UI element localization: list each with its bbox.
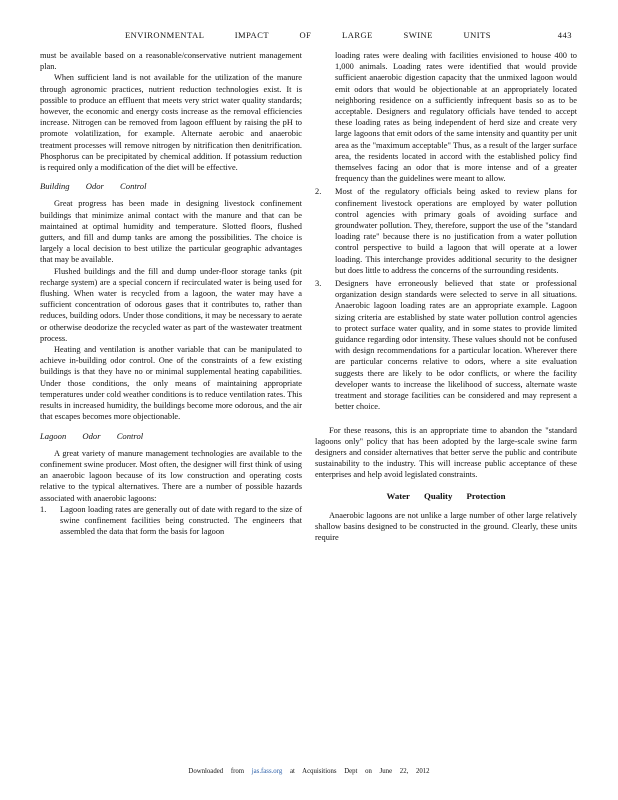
running-title: ENVIRONMENTAL IMPACT OF LARGE SWINE UNITS [124, 30, 492, 40]
hazard-list-continued [315, 50, 577, 413]
list-number: 1. [40, 504, 47, 514]
footer-prefix: Downloaded from [188, 768, 245, 775]
paragraph: Flushed buildings and the fill and dump under-floor storage tanks (pit recharge system) are a special concern if recirculated water is being used for flushing. When water is recycled from a lagoon, the water may have a sufficient concentration of odorous gases that it contributes to, rather than reduces, building odors. Under those conditions, it may be necessary to aerate or otherwise deodorize the recycled water as part of the wastewater treatment process. [40, 266, 302, 343]
paragraph: must be available based on a reasonable/conservative nutrient management plan. [40, 51, 302, 72]
list-item-continued [315, 50, 577, 184]
list-number: 2. [315, 187, 322, 197]
list-item [315, 278, 577, 412]
footer-suffix: at Acquisitions Dept on June 22, 2012 [289, 768, 430, 775]
paragraph: Anaerobic lagoons are not unlike a large number of other large relatively shallow basins designed to be constructed in the ground. Clearly, these units require [315, 510, 577, 543]
hazard-list [40, 504, 302, 538]
page-number: 443 [557, 30, 572, 40]
section-heading-lagoon-odor-control: Lagoon Odor Control [40, 430, 144, 441]
spacer [315, 415, 577, 425]
paragraph: For these reasons, this is an appropriate time to abandon the "standard lagoons only" policy that has been adopted by the large-scale swine farm designers and consider alternatives that better serve the public and contribute sustainability to the industry. This will increase public acceptance of these enterprises and help avoid legislated constraints. [315, 425, 577, 480]
paragraph: Great progress has been made in designing livestock confinement buildings that minimize animal contact with the manure and that can be maintained at optimal humidity and temperature. Slotted floors, flushed gutters, and fill and dump tanks are among the possibilities. The choice is largely a local decision to best utilize the particular geographic advantages that may be available. [40, 199, 302, 265]
section-heading-water-quality-protection: Water Quality Protection [386, 490, 506, 501]
running-header [40, 30, 576, 44]
list-text: loading rates were dealing with facilities envisioned to house 400 to 1,000 animals. Loading rates were identified that would provide sufficient anaerobic digestion capacity that the unmixed lagoon would emit odors that would be objectionable at an appropriately located neighboring residence on a sufficiently infrequent basis so as to be acceptable. Designers and regulatory officials have tended to accept these loading rates as being independent of herd size and create very large lagoons that emit odors of the same intensity and quantity per unit area as the "maximum acceptable" Thus, as a result of the larger surface area, the residents located in accord with the established policy find themselves facing an odor that is more intense and of a greater frequency than the guidelines were meant to allow. [335, 51, 577, 184]
list-text: Designers have erroneously believed that state or professional organization design standards were selected to serve in all situations. Anaerobic lagoon loading rates are an appropriate example. Lagoon sizing criteria are established by state water pollution control agencies to protect surface water quality, and in some states to provide limited guidance regarding odor intensity. These values should not be confused with design recommendations for a particular location. Wherever there are particular concerns relative to odors, where a site evaluation suggests there are likely to be odor conflicts, or where the facility developer wants to increase the likelihood of success, alternate waste treatment and storage facilities can be considered and may represent a better choice. [335, 279, 577, 412]
download-footer [0, 768, 618, 775]
left-column [40, 50, 302, 539]
paragraph: Heating and ventilation is another variable that can be manipulated to achieve in-building odor control. One of the constraints of a few existing buildings is that they have no or minimal supplemental heating capabilities. Under those conditions, the only means of maintaining appropriate temperatures under cold weather conditions is to reduce ventilation rates. This results in increased humidity, the buildings become more odorous, and the air that escapes becomes more objectionable. [40, 345, 302, 422]
list-item [40, 504, 302, 538]
paragraph: A great variety of manure management technologies are available to the confinement swine producer. Most often, the designer will first think of using an anaerobic lagoon because of its low construction and operating costs relative to the typical alternatives. There are a number of possible hazards associated with anaerobic lagoons: [40, 448, 302, 503]
right-column [315, 50, 577, 543]
list-item [315, 186, 577, 276]
list-text: Most of the regulatory officials being asked to review plans for confinement livestock operations are employed by water pollution control agencies with primary goals of avoiding surface and groundwater pollution. They, therefore, support the use of the "standard loading rate" because there is no justification from a water pollution control perspective to build a lagoon that will operate at a lower loading. This interchange provides additional security to the designer but does little to address the concerns of the surrounding residents. [335, 187, 577, 275]
section-heading-building-odor-control: Building Odor Control [40, 181, 147, 192]
list-text: Lagoon loading rates are generally out of date with regard to the size of swine confinement facilities being constructed. The engineers that assembled the data that form the basis for lagoon [60, 504, 302, 537]
list-number: 3. [315, 279, 322, 289]
footer-link[interactable]: jas.fass.org [251, 768, 283, 775]
paragraph: When sufficient land is not available for the utilization of the manure through agronomic practices, nutrient reduction technologies exist. It is possible to produce an effluent that meets very strict water quality standards; however, the economic and energy costs increase as the removal efficiencies increase. Nitrogen can be removed from lagoon effluent by raising the pH to promote volatilization, for example. Alternate aerobic and anaerobic treatment processes will remove nitrogen by nitrification then denitrification. Phosphorus can be precipitated by chemical addition. If potassium reduction is required only a modification of the diet will be effective. [40, 73, 302, 173]
